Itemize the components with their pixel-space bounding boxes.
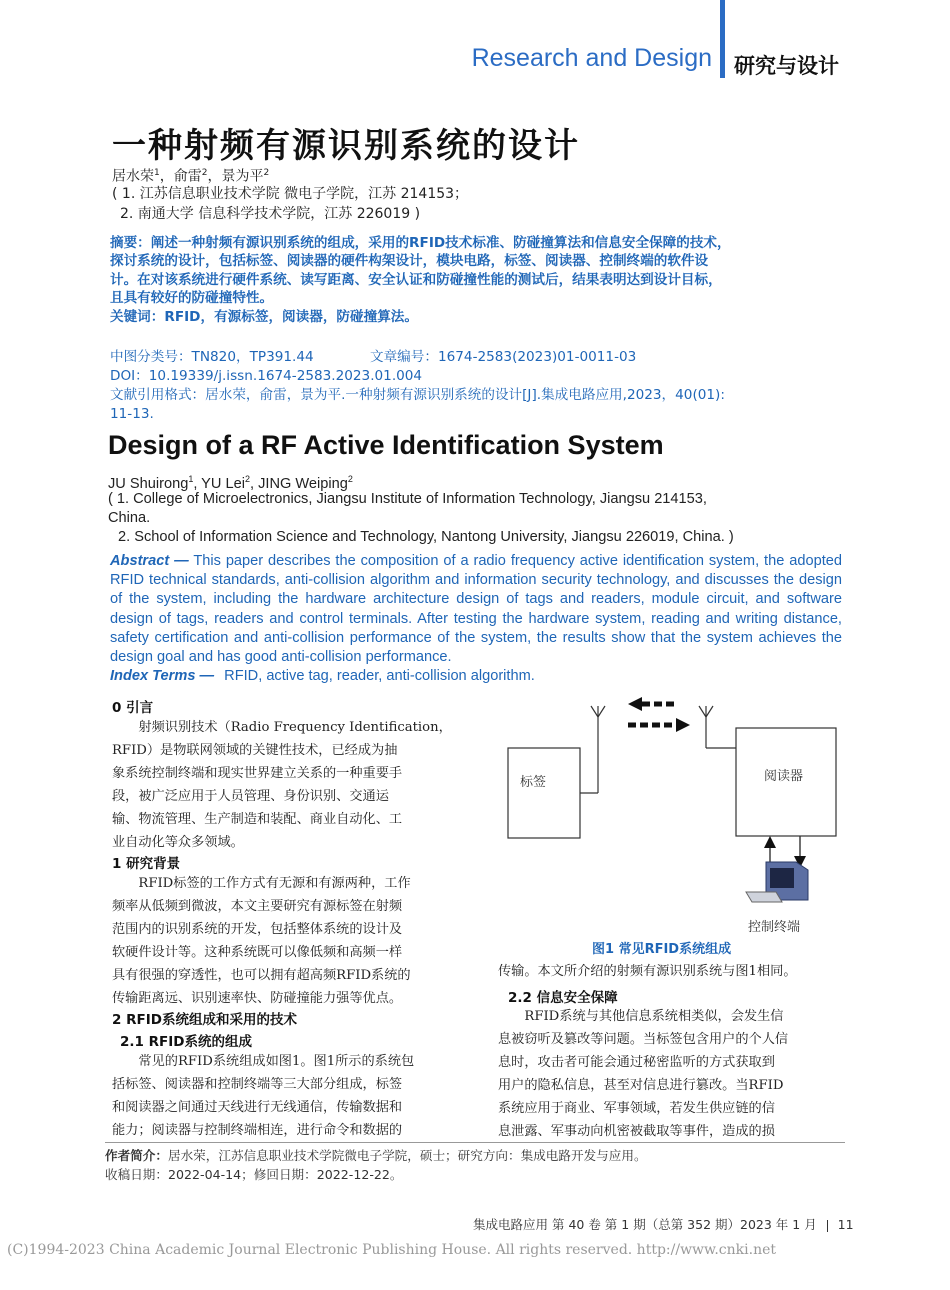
right-column-continued: 传输。本文所介绍的射频有源识别系统与图1相同。 <box>498 964 797 979</box>
page-footer: 集成电路应用 第 40 卷 第 1 期（总第 352 期）2023 年 1 月 11 <box>473 1217 854 1232</box>
computer-icon <box>746 862 808 902</box>
copyright-notice: (C)1994-2023 China Academic Journal Electronic Publishing House. All rights reserved. http://www.cnki.net <box>7 1242 777 1258</box>
affiliation-en-2: 2. School of Information Science and Technology, Nantong University, Jiangsu 226019, China. ) <box>118 529 734 545</box>
article-number: 文章编号：1674-2583(2023)01-0011-03 <box>370 349 637 365</box>
figure-reader-label: 阅读器 <box>764 769 804 784</box>
section-1-text: RFID标签的工作方式有无源和有源两种，工作 频率从低频到微波，本文主要研究有源标签在射频 范围内的识别系统的开发，包括整体系统的设计及 软硬件设计等。这种系统既可以像低频和高频一样 具有很强的穿透性，也可以拥有超高频RFID系统的 传输距离远、识别速率快、防碰撞能力强等优点。 <box>112 876 411 1006</box>
figure-1-diagram <box>498 692 848 942</box>
section-2-1-text: 常见的RFID系统组成如图1。图1所示的系统包 括标签、阅读器和控制终端等三大部分组成，标签 和阅读器之间通过天线进行无线通信，传输数据和 能力；阅读器与控制终端相连，进行命令和数据的 <box>112 1054 415 1138</box>
section-0-text: 射频识别技术（Radio Frequency Identification， RFID）是物联网领域的关键性技术，已经成为抽 象系统控制终端和现实世界建立关系的一种重要手 段，被广泛应用于人员管理、身份识别、交通运 输、物流管理、生产制造和装配、商业自动化、工 业自动化等众多领域。 <box>112 720 452 850</box>
wireless-arrows <box>628 697 690 732</box>
title-en: Design of a RF Active Identification System <box>108 430 664 460</box>
classification: 中图分类号：TN820，TP391.44 <box>110 349 314 365</box>
section-2-1-title: 2.1 RFID系统的组成 <box>120 1034 252 1050</box>
journal-section-cn: 研究与设计 <box>734 54 839 78</box>
section-2-title: 2 RFID系统组成和采用的技术 <box>112 1012 297 1028</box>
affiliation-en-1b: China. <box>108 510 151 526</box>
affiliation-cn-2: 2. 南通大学 信息科学技术学院，江苏 226019 ) <box>120 206 421 222</box>
page-number: 11 <box>837 1217 854 1232</box>
section-0-title: 0 引言 <box>112 700 154 716</box>
section-2-2-text: RFID系统与其他信息系统相类似，会发生信 息被窃听及篡改等问题。当标签包含用户的个人信 息时，攻击者可能会通过秘密监听的方式获取到 用户的隐私信息，甚至对信息进行篡改。当RFID 系统应用于商业、军事领域，若发生供应链的信 息泄露、军事动向机密被截取等事件，造成的损 <box>498 1009 789 1139</box>
figure-tag-label: 标签 <box>520 775 547 790</box>
affiliation-cn-1: ( 1. 江苏信息职业技术学院 微电子学院，江苏 214153； <box>112 186 469 202</box>
journal-section-en: Research and Design <box>471 44 712 72</box>
received-dates: 收稿日期：2022-04-14；修回日期：2022-12-22。 <box>105 1167 403 1182</box>
header-accent-bar <box>720 0 725 78</box>
title-cn: 一种射频有源识别系统的设计 <box>112 126 580 166</box>
authors-en: JU Shuirong$^1$, YU Lei$^2$, JING Weiping$^2$ <box>108 474 353 492</box>
footnote-divider <box>105 1142 845 1143</box>
abstract-en: Abstract — This paper describes the composition of a radio frequency active identification system, the adopted RFID technical standards, anti-collision algorithm and information security technology, and discusses the design of the system, including the hardware architecture design of tags and readers, module circuit, and software design of tags, readers and control terminals. After testing the hardware system, reading and writing distance, safety certification and anti-collision performance of the system, the results show that the system achieves the design goal and has good anti-collision performance. <box>110 553 842 666</box>
citation-1: 文献引用格式：居水荣，俞雷，景为平.一种射频有源识别系统的设计[J].集成电路应用,2023，40(01): <box>110 387 725 403</box>
index-terms: Index Terms — RFID, active tag, reader, anti-collision algorithm. <box>110 668 535 684</box>
tag-box <box>508 748 580 838</box>
keywords-cn: 关键词：RFID，有源标签，阅读器，防碰撞算法。 <box>110 308 418 325</box>
citation-2: 11-13. <box>110 406 154 422</box>
abstract-cn: 摘要：阐述一种射频有源识别系统的组成，采用的RFID技术标准、防碰撞算法和信息安全保障的技术， 探讨系统的设计，包括标签、阅读器的硬件构架设计，模块电路，标签、阅读器、控制终端的软件设 计。在对该系统进行硬件系统、读写距离、安全认证和防碰撞性能的测试后，结果表明达到设计目标， 且具有较好的防碰撞特性。 关键词：RFID，有源标签，阅读器，防碰撞算法。 <box>110 235 731 325</box>
section-1-title: 1 研究背景 <box>112 856 181 872</box>
authors-cn: 居水荣$^1$，俞雷$^2$，景为平$^2$ <box>112 168 270 185</box>
author-info: 作者简介：居水荣，江苏信息职业技术学院微电子学院，硕士；研究方向：集成电路开发与应用。 <box>105 1148 647 1163</box>
section-2-2-title: 2.2 信息安全保障 <box>508 990 618 1006</box>
figure-1-caption: 图1 常见RFID系统组成 <box>592 942 732 957</box>
figure-terminal-label: 控制终端 <box>748 920 801 935</box>
affiliation-en-1: ( 1. College of Microelectronics, Jiangsu Institute of Information Technology, Jiangsu 214153, <box>108 491 707 507</box>
doi: DOI：10.19339/j.issn.1674-2583.2023.01.004 <box>110 368 423 384</box>
